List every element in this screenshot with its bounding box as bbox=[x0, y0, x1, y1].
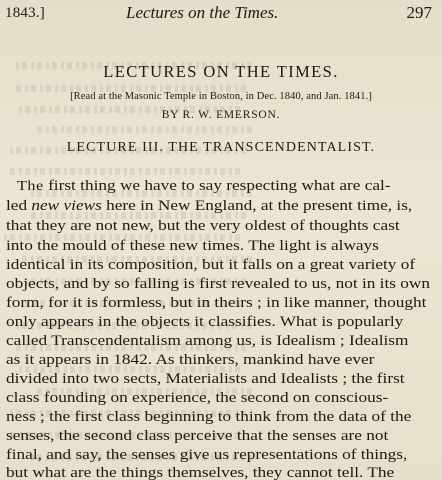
author-byline: BY R. W. EMERSON. bbox=[161, 109, 281, 121]
dropcap-word: The bbox=[17, 179, 44, 194]
line-text: led bbox=[6, 198, 32, 214]
lecture-heading: LECTURE III. THE TRANSCENDENTALIST. bbox=[66, 140, 376, 155]
body-line: called Transcendentalism among us, is Idealism ; Idealism bbox=[6, 333, 409, 349]
italic-phrase: new views bbox=[31, 198, 102, 214]
article-title: LECTURES ON THE TIMES. bbox=[103, 62, 339, 81]
reading-note: [Read at the Masonic Temple in Boston, in Dec. 1840, and Jan. 1841.] bbox=[70, 91, 372, 102]
body-line bbox=[17, 178, 391, 195]
body-line: form, for it is formless, but in theirs ; in like manner, thought bbox=[6, 295, 427, 311]
body-line: divided into two sects, Materialists and Idealists ; the first bbox=[6, 371, 405, 387]
running-head-title: Lectures on the Times. bbox=[126, 3, 279, 22]
body-line: final, and say, the senses give us representations of things, bbox=[6, 447, 408, 463]
body-line: but what are the things themselves, they cannot tell. The bbox=[6, 465, 395, 480]
body-line: that they are not new, but the very oldest of thoughts cast bbox=[6, 218, 400, 234]
body-line: identical in its composition, but it falls on a great variety of bbox=[6, 257, 416, 273]
body-line: ness ; the first class beginning to think from the data of the bbox=[6, 409, 412, 425]
body-line: only appears in the objects it classifies. What is popularly bbox=[6, 314, 404, 330]
line-text: first thing we have to say respecting what are cal- bbox=[43, 178, 391, 194]
body-line: class founding on experience, the second on conscious- bbox=[6, 390, 389, 406]
running-head-year: 1843.] bbox=[5, 5, 45, 21]
body-line: as it appears in 1842. As thinkers, mankind have ever bbox=[6, 352, 375, 368]
body-line: objects, and by so falling is first revealed to us, not in its own bbox=[6, 276, 431, 292]
line-text: here in New England, at the present time, is, bbox=[101, 198, 413, 214]
page-number: 297 bbox=[406, 3, 432, 22]
body-line bbox=[6, 198, 412, 215]
body-line: into the mould of these new times. The light is always bbox=[6, 238, 379, 254]
body-line: senses, the second class perceive that the senses are not bbox=[6, 428, 389, 444]
